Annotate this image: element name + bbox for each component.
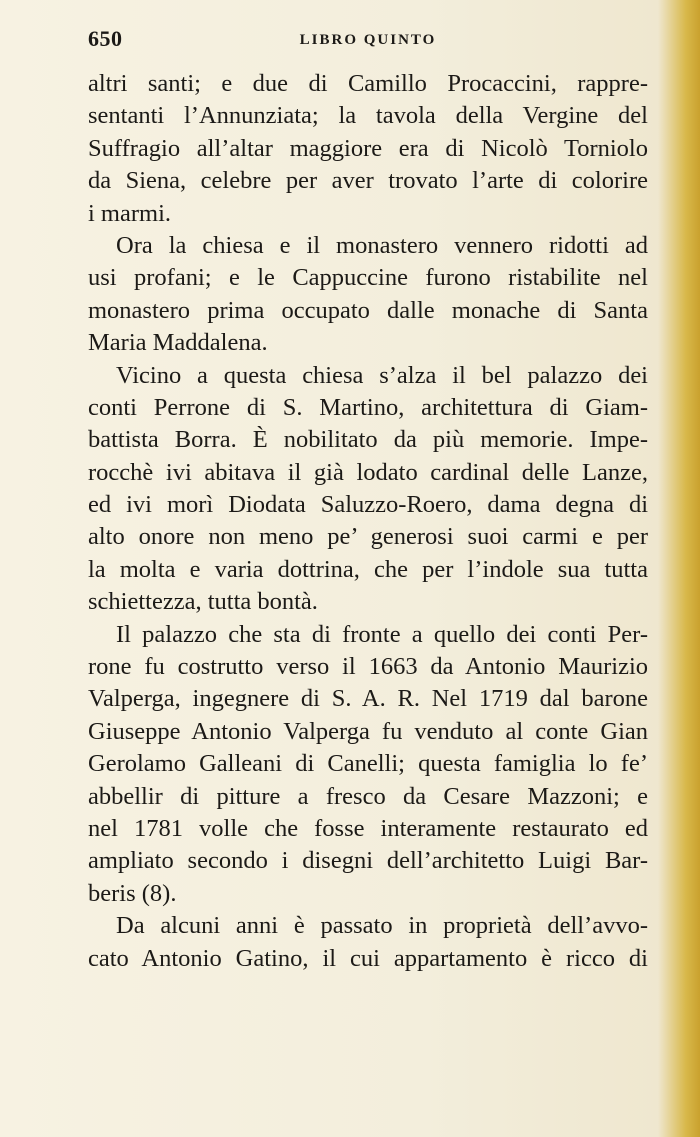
text-line: usi profani; e le Cappuccine furono ristabilite nel: [88, 264, 648, 292]
paragraph: [88, 910, 648, 975]
text-line: Gerolamo Galleani di Canelli; questa famiglia lo fe’: [88, 750, 648, 778]
text-line: Vicino a questa chiesa s’alza il bel palazzo dei: [116, 361, 648, 389]
text-line: sentanti l’Annunziata; la tavola della Vergine del: [88, 102, 648, 130]
text-line: Suffragio all’altar maggiore era di Nicolò Torniolo: [88, 134, 648, 162]
text-line: Ora la chiesa e il monastero vennero ridotti ad: [116, 231, 648, 259]
page-number: 650: [88, 26, 123, 51]
paragraph: [88, 360, 648, 619]
text-line: ed ivi morì Diodata Saluzzo-Roero, dama degna di: [88, 491, 648, 519]
text-line: i marmi.: [88, 199, 172, 227]
text-line: nel 1781 volle che fosse interamente restaurato ed: [88, 814, 648, 842]
text-line: alto onore non meno pe’ generosi suoi carmi e per: [88, 523, 648, 551]
text-line: Il palazzo che sta di fronte a quello dei conti Per-: [116, 620, 648, 648]
text-line: beris (8).: [88, 879, 177, 907]
text-line: altri santi; e due di Camillo Procaccini, rappre-: [88, 70, 648, 97]
paragraph: [88, 619, 648, 911]
text-line: Da alcuni anni è passato in proprietà dell’avvo-: [116, 912, 648, 940]
text-line: da Siena, celebre per aver trovato l’arte di colorire: [88, 167, 648, 195]
text-line: Valperga, ingegnere di S. A. R. Nel 1719 dal barone: [88, 685, 648, 713]
text-line: rocchè ivi abitava il già lodato cardinal delle Lanze,: [88, 458, 648, 486]
running-head: LIBRO QUINTO: [299, 32, 437, 48]
text-line: schiettezza, tutta bontà.: [88, 588, 318, 616]
text-line: la molta e varia dottrina, che per l’indole sua tutta: [88, 555, 648, 583]
text-line: ampliato secondo i disegni dell’architetto Luigi Bar-: [88, 847, 648, 875]
text-line: battista Borra. È nobilitato da più memorie. Impe-: [88, 426, 648, 454]
paragraph: [88, 68, 648, 230]
text-line: rone fu costrutto verso il 1663 da Antonio Maurizio: [88, 653, 648, 681]
page-header: [88, 24, 648, 58]
text-line: Giuseppe Antonio Valperga fu venduto al conte Gian: [88, 717, 648, 745]
body-text: [88, 68, 648, 975]
text-line: cato Antonio Gatino, il cui appartamento è ricco di: [88, 944, 648, 972]
text-line: Maria Maddalena.: [88, 329, 268, 357]
text-line: conti Perrone di S. Martino, architettura di Giam-: [88, 393, 648, 421]
paragraph: [88, 230, 648, 360]
text-line: monastero prima occupato dalle monache di Santa: [88, 296, 648, 324]
text-line: abbellir di pitture a fresco da Cesare Mazzoni; e: [88, 782, 648, 810]
